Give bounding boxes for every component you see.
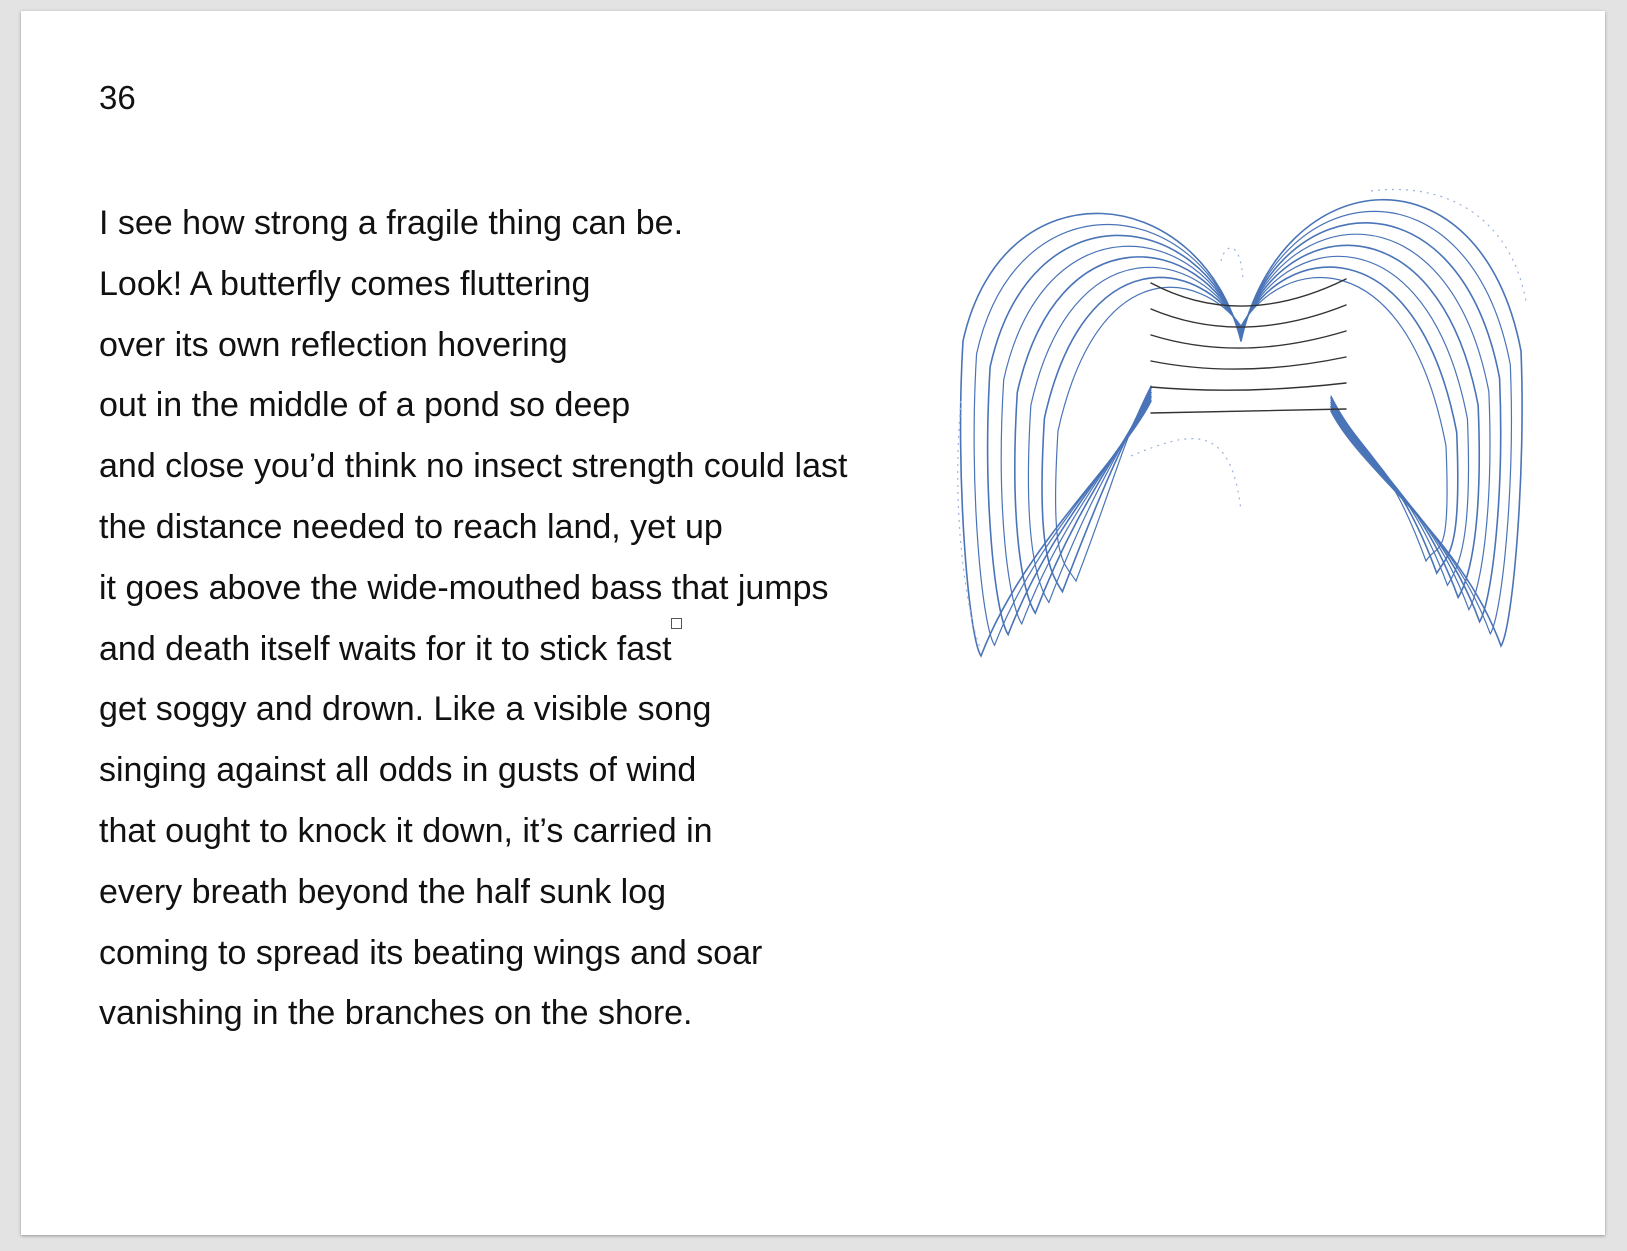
page-number: 36 xyxy=(99,79,136,116)
poem-line: every breath beyond the half sunk log xyxy=(99,872,667,911)
poem-line: the distance needed to reach land, yet up xyxy=(99,507,723,546)
poem xyxy=(99,202,847,1053)
document-page xyxy=(21,11,1605,1235)
wing-body-line xyxy=(1151,383,1346,390)
wing-outline-line xyxy=(1056,278,1448,581)
poem-line: over its own reflection hovering xyxy=(99,325,568,364)
poem-line: that ought to knock it down, it’s carried in xyxy=(99,811,713,850)
wing-body-line xyxy=(1151,357,1346,369)
poem-line: out in the middle of a pond so deep xyxy=(99,386,631,425)
poem-line: singing against all odds in gusts of wind xyxy=(99,751,697,790)
wing-body-line xyxy=(1151,331,1346,348)
poem-line: and death itself waits for it to stick fast xyxy=(99,629,672,668)
poem-line: vanishing in the branches on the shore. xyxy=(99,994,693,1033)
poem-line: coming to spread its beating wings and soar xyxy=(99,933,763,972)
wing-outline-line xyxy=(1001,234,1490,624)
text-cursor-handle[interactable] xyxy=(671,618,682,629)
poem-line: it goes above the wide-mouthed bass that jumps xyxy=(99,568,829,607)
poem-line: get soggy and drown. Like a visible song xyxy=(99,690,712,729)
poem-line: I see how strong a fragile thing can be. xyxy=(99,204,684,242)
wing-body-line xyxy=(1151,279,1346,306)
poem-line: Look! A butterfly comes fluttering xyxy=(99,264,591,303)
butterfly-drawing xyxy=(951,181,1591,701)
wing-body-line xyxy=(1151,409,1346,413)
wing-outline-line xyxy=(1042,267,1458,592)
poem-line: and close you’d think no insect strength could last xyxy=(99,447,848,486)
wing-outline-line xyxy=(988,223,1501,635)
